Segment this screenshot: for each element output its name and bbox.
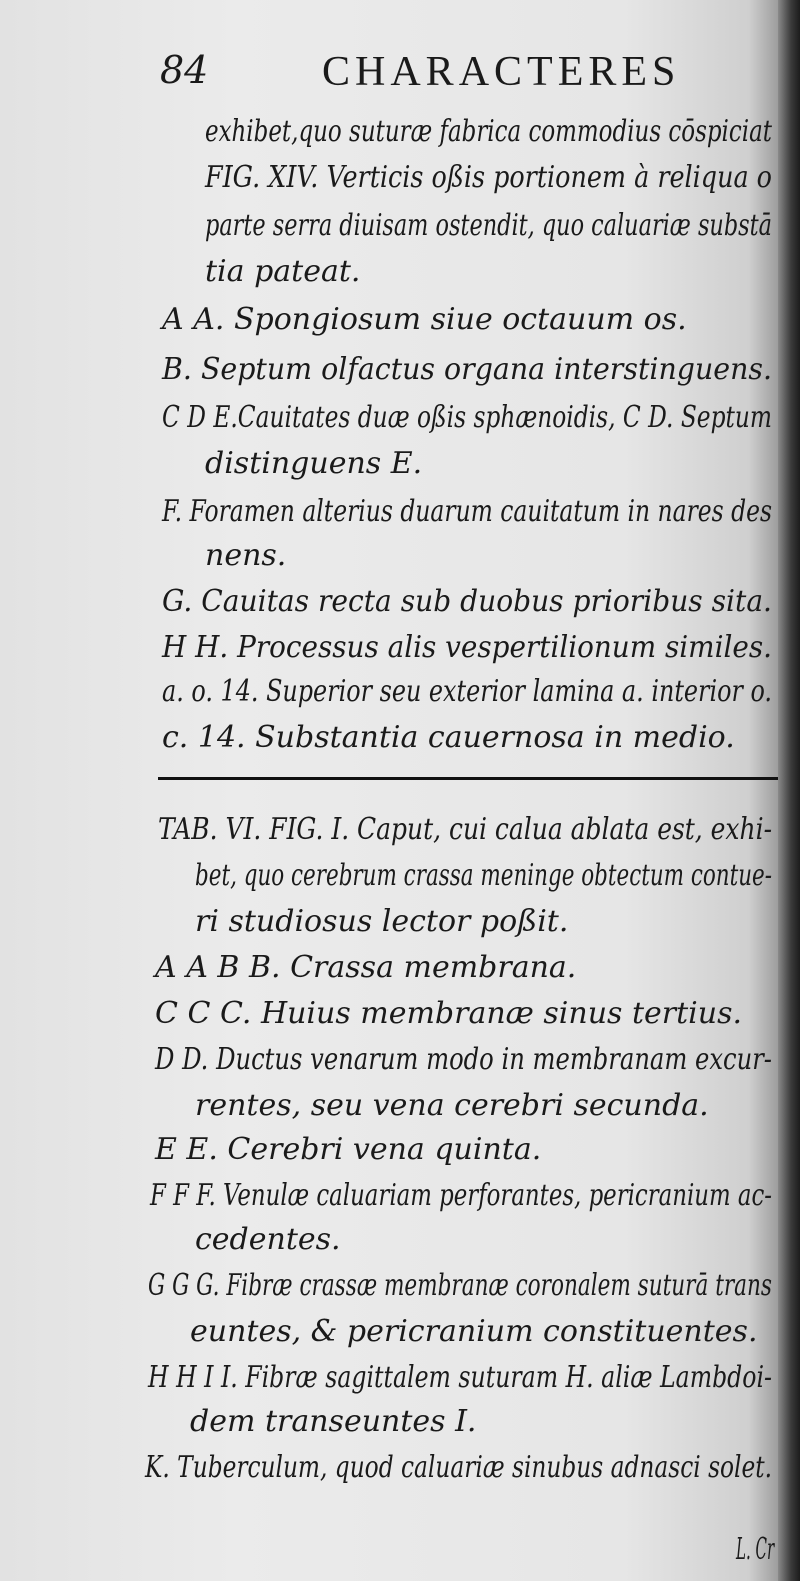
- text-line: H H I I. Fibræ sagittalem suturam H. aliæ Lambdoi-: [148, 1360, 772, 1395]
- text-line: A A. Spongiosum siue octauum os.: [162, 302, 687, 337]
- text-line: D D. Ductus venarum modo in membranam excur-: [155, 1042, 772, 1077]
- book-spine-shadow: [778, 0, 800, 1581]
- catchword: L. Cr: [736, 1532, 775, 1567]
- page-number: 84: [160, 48, 209, 92]
- text-line: tia pateat.: [205, 254, 361, 289]
- text-line: dem transeuntes I.: [190, 1404, 477, 1439]
- text-line: G G G. Fibræ crassæ membranæ coronalem suturā trans: [148, 1268, 772, 1303]
- text-line: nens.: [205, 538, 287, 573]
- text-line: A A B B. Crassa membrana.: [155, 950, 577, 985]
- running-head: CHARACTERES: [322, 49, 681, 95]
- text-line: exhibet,quo suturæ fabrica commodius cōspiciat: [205, 114, 772, 149]
- text-line: cedentes.: [195, 1222, 341, 1257]
- text-line: parte serra diuisam ostendit, quo caluariæ substā: [205, 208, 772, 243]
- text-line: euntes, & pericranium constituentes.: [190, 1314, 758, 1349]
- text-line: bet, quo cerebrum crassa meninge obtectum contue-: [195, 858, 772, 893]
- text-line: a. o. 14. Superior seu exterior lamina a. interior o.: [162, 674, 772, 709]
- text-line: ri studiosus lector poßit.: [195, 904, 569, 939]
- section-divider: [158, 777, 780, 780]
- text-line: F. Foramen alterius duarum cauitatum in nares des: [162, 494, 772, 529]
- text-line: c. 14. Substantia cauernosa in medio.: [162, 720, 735, 755]
- text-line: K. Tuberculum, quod caluariæ sinubus adnasci solet.: [145, 1450, 772, 1485]
- text-line: F F F. Venulæ caluariam perforantes, pericranium ac-: [150, 1178, 772, 1213]
- text-line: C C C. Huius membranæ sinus tertius.: [155, 996, 743, 1031]
- text-line: E E. Cerebri vena quinta.: [155, 1132, 542, 1167]
- text-line: B. Septum olfactus organa interstinguens.: [162, 352, 772, 387]
- text-line: C D E.Cauitates duæ oßis sphænoidis, C D. Septum: [162, 400, 772, 435]
- text-line: distinguens E.: [205, 446, 423, 481]
- text-line: FIG. XIV. Verticis oßis portionem à reliqua o: [205, 160, 772, 195]
- text-line: G. Cauitas recta sub duobus prioribus sita.: [162, 584, 772, 619]
- text-line: rentes, seu vena cerebri secunda.: [195, 1088, 709, 1123]
- text-line: TAB. VI. FIG. I. Caput, cui calua ablata est, exhi-: [158, 812, 772, 847]
- text-line: H H. Processus alis vespertilionum similes.: [162, 630, 772, 665]
